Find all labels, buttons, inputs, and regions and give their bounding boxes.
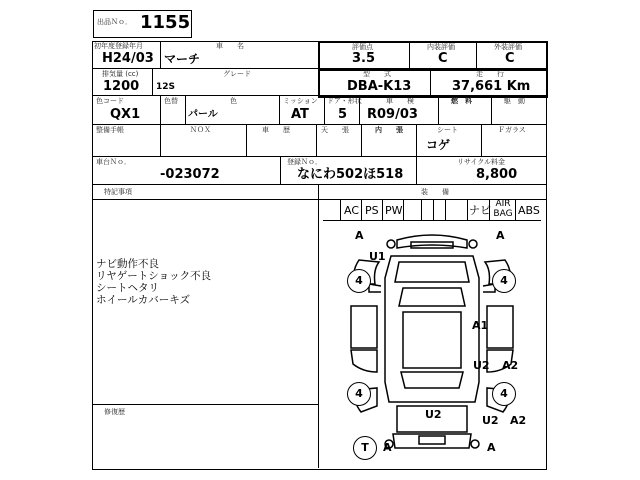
equipment-pw: PW [385,204,403,217]
car-name-label: 車 名 [216,42,244,50]
mission-label: ミッション [283,97,318,105]
interior-score-value: C [438,51,448,66]
spare-tire-icon: T [353,436,377,460]
roof-label: 天 張 [321,126,349,134]
history-label: 車 歴 [262,126,290,134]
note-line: シートヘタリ [96,282,159,294]
damage-mark-rear-right-quarter: U2 [473,359,490,372]
note-line: ホイールカバーキズ [96,294,191,306]
interior-score-label: 内装評価 [427,43,455,51]
damage-mark-rear-bumper-u: U2 [482,414,499,427]
chassis-value: -023072 [160,167,220,182]
damage-mark-rear-right-quarter-2: A2 [502,359,519,372]
grade-label: グレード [223,70,251,78]
equipment-navi: ナビ [469,204,491,217]
repair-history-label: 修復歴 [104,408,125,416]
displacement-value: 1200 [103,79,140,94]
lot-label: 出品Ｎｏ． [97,18,132,26]
wheel-rear-left-icon: 4 [347,382,371,406]
score-value: 3.5 [352,51,376,66]
wheel-rear-right-icon: 4 [492,382,516,406]
mission-value: AT [291,107,309,122]
reg-date-value: H24/03 [102,51,154,66]
drive-label: 駆 動 [504,97,525,105]
service-manual-label: 整備手帳 [96,126,124,134]
inspection-value: R09/03 [367,107,418,122]
chassis-label: 車台Ｎｏ． [96,158,131,166]
damage-mark-front-left: A [355,229,364,242]
color-type-label: 色替 [164,97,178,105]
equipment-label: 装 備 [421,188,449,196]
model-value: DBA-K13 [347,79,412,94]
plate-value: なにわ502ほ518 [297,167,404,182]
front-glass-label: Ｆガラス [498,126,526,134]
inspection-label: 車 検 [386,97,414,105]
car-damage-diagram [319,222,545,468]
recycle-label: リサイクル料金 [457,158,506,166]
plate-label: 登録Ｎｏ． [287,158,322,166]
equipment-abs: ABS [518,204,540,217]
seat-value: コゲ [426,138,451,152]
note-line: ナビ動作不良 [96,258,159,270]
color-label: 色 [230,97,237,105]
damage-mark-rear-bottom-left: A [383,441,392,454]
exterior-score-value: C [505,51,515,66]
damage-mark-rear-bumper-a: A2 [510,414,527,427]
equipment-ac: AC [344,204,360,217]
color-code-value: QX1 [110,107,141,122]
mileage-label: 走 行 [476,70,504,78]
wheel-front-left-icon: 4 [347,269,371,293]
damage-mark-rear-gate: U2 [425,408,442,421]
score-label: 評価点 [352,43,373,51]
note-line: リヤゲートショック不良 [96,270,212,282]
equipment-airbag: AIR BAG [493,199,513,219]
color-type-value: パール [188,109,218,120]
damage-mark-right-door: A1 [472,319,489,332]
damage-mark-rear-bottom-right: A [487,441,496,454]
damage-mark-front-left-fender: U1 [369,250,386,263]
reg-date-label: 初年度登録年月 [94,42,143,50]
notes-label: 特記事項 [104,188,132,196]
seat-label: シート [437,126,458,134]
interior-trim-label: 内 張 [375,126,403,134]
displacement-label: 排気量 (cc) [102,70,139,78]
nox-label: ＮＯＸ [190,126,211,134]
mileage-value: 37,661 Km [452,79,531,94]
damage-mark-front-right: A [496,229,505,242]
fuel-label: 燃 料 [451,97,472,105]
doors-label: ドア・形状 [327,97,362,105]
exterior-score-label: 外装評価 [494,43,522,51]
recycle-value: 8,800 [476,167,518,182]
lot-number: 1155 [140,12,191,33]
doors-value: 5 [338,107,348,122]
color-code-label: 色コード [96,97,124,105]
car-name-value: マーチ [164,52,201,66]
wheel-front-right-icon: 4 [492,269,516,293]
equipment-ps: PS [365,204,379,217]
grade-value: 12S [156,82,176,92]
model-label: 型 式 [363,70,391,78]
